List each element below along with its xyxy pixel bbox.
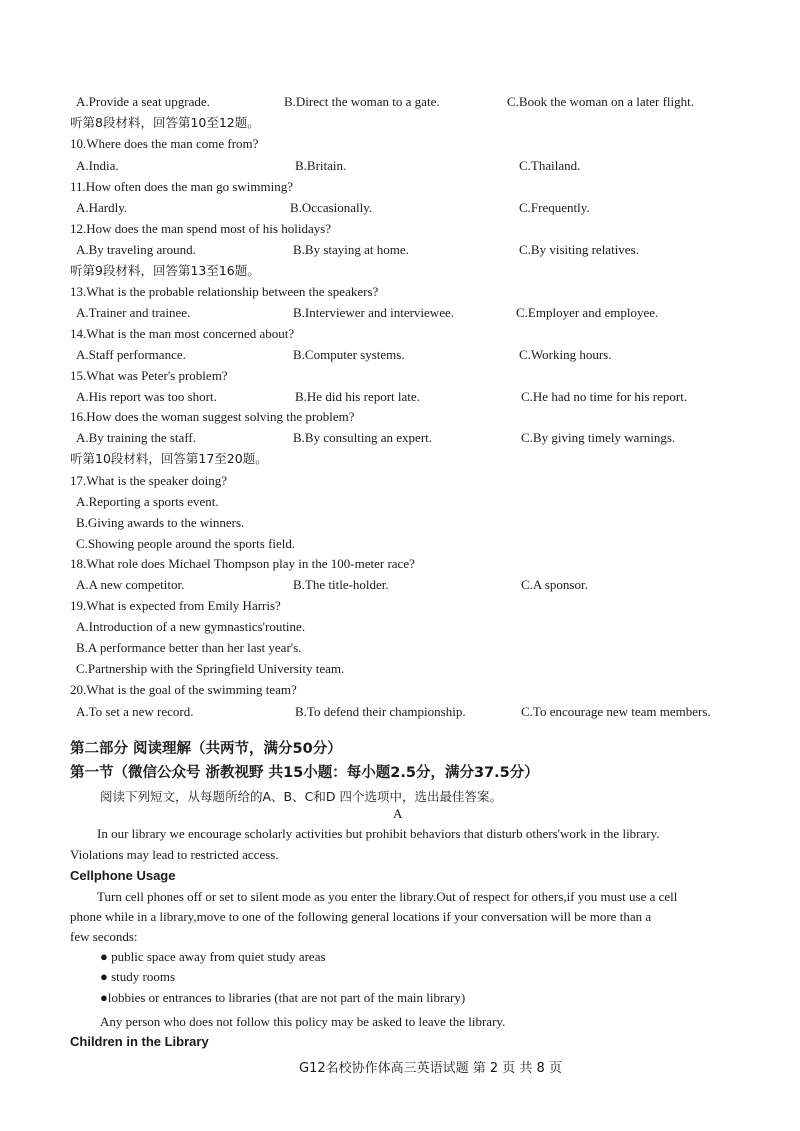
question-stem: 17.What is the speaker doing?	[70, 473, 228, 488]
option-c: C.Working hours.	[519, 347, 612, 362]
option-a: A.By traveling around.	[76, 242, 196, 257]
option-c: C.Showing people around the sports field.	[76, 536, 296, 551]
option-c: C.By visiting relatives.	[519, 242, 639, 257]
q9-option-a: A.Provide a seat upgrade.	[76, 94, 210, 109]
question-stem: 19.What is expected from Emily Harris?	[70, 598, 281, 613]
question-stem: 12.How does the man spend most of his holidays?	[70, 221, 332, 236]
option-b: B.A performance better than her last year's.	[76, 640, 302, 655]
bullet-item: ●lobbies or entrances to libraries (that are not part of the main library)	[100, 990, 466, 1005]
policy-line: Any person who does not follow this policy may be asked to leave the library.	[100, 1014, 506, 1029]
passage-intro-line: In our library we encourage scholarly activities but prohibit behaviors that disturb others'work in the library.	[97, 826, 660, 841]
option-c: C.Partnership with the Springfield University team.	[76, 661, 345, 676]
question-stem: 14.What is the man most concerned about?	[70, 326, 295, 341]
reading-instruction: 阅读下列短文，从每题所给的A、B、C和D 四个选项中，选出最佳答案。	[100, 789, 502, 804]
option-a: A.His report was too short.	[76, 389, 217, 404]
passage-intro-line: Violations may lead to restricted access.	[70, 847, 279, 862]
option-a: A.Hardly.	[76, 200, 128, 215]
option-c: C.Frequently.	[519, 200, 590, 215]
option-a: A.India.	[76, 158, 119, 173]
option-c: C.Thailand.	[519, 158, 581, 173]
option-b: B.By staying at home.	[293, 242, 409, 257]
section1-title: 第一节（微信公众号 浙教视野 共15小题：每小题2.5分，满分37.5分）	[70, 765, 539, 781]
option-a: A.Trainer and trainee.	[76, 305, 191, 320]
option-a: A.Introduction of a new gymnastics'routine.	[76, 619, 306, 634]
q9-option-c: C.Book the woman on a later flight.	[507, 94, 695, 109]
instruction-section-9: 听第9段材料，回答第13至16题。	[70, 263, 260, 278]
option-b: B.The title-holder.	[293, 577, 389, 592]
part2-title: 第二部分 阅读理解（共两节，满分50分）	[70, 741, 342, 757]
cellphone-heading: Cellphone Usage	[70, 868, 176, 883]
instruction-section-10: 听第10段材料，回答第17至20题。	[70, 451, 268, 466]
children-heading: Children in the Library	[70, 1034, 209, 1049]
page-footer: G12名校协作体高三英语试题 第 2 页 共 8 页	[299, 1061, 562, 1076]
option-b: B.Interviewer and interviewee.	[293, 305, 454, 320]
question-stem: 20.What is the goal of the swimming team?	[70, 682, 297, 697]
option-b: B.To defend their championship.	[295, 704, 466, 719]
option-b: B.By consulting an expert.	[293, 430, 433, 445]
option-b: B.He did his report late.	[295, 389, 420, 404]
cellphone-paragraph-line: phone while in a library,move to one of the following general locations if your conversation will be more than a	[70, 909, 652, 924]
option-b: B.Occasionally.	[290, 200, 373, 215]
q9-option-b: B.Direct the woman to a gate.	[284, 94, 440, 109]
question-stem: 10.Where does the man come from?	[70, 136, 259, 151]
option-c: C.A sponsor.	[521, 577, 588, 592]
cellphone-paragraph-line: few seconds:	[70, 929, 138, 944]
option-b: B.Giving awards to the winners.	[76, 515, 245, 530]
option-a: A.A new competitor.	[76, 577, 185, 592]
question-stem: 18.What role does Michael Thompson play in the 100-meter race?	[70, 556, 415, 571]
option-a: A.By training the staff.	[76, 430, 196, 445]
option-a: A.Reporting a sports event.	[76, 494, 219, 509]
option-c: C.Employer and employee.	[516, 305, 659, 320]
bullet-item: ● study rooms	[100, 969, 176, 984]
passage-label: A	[393, 806, 403, 821]
question-stem: 16.How does the woman suggest solving the problem?	[70, 409, 355, 424]
option-b: B.Britain.	[295, 158, 347, 173]
option-c: C.To encourage new team members.	[521, 704, 711, 719]
question-stem: 11.How often does the man go swimming?	[70, 179, 294, 194]
question-stem: 15.What was Peter's problem?	[70, 368, 228, 383]
option-c: C.By giving timely warnings.	[521, 430, 676, 445]
option-c: C.He had no time for his report.	[521, 389, 688, 404]
option-a: A.To set a new record.	[76, 704, 194, 719]
instruction-section-8: 听第8段材料，回答第10至12题。	[70, 115, 260, 130]
option-a: A.Staff performance.	[76, 347, 186, 362]
option-b: B.Computer systems.	[293, 347, 405, 362]
question-stem: 13.What is the probable relationship between the speakers?	[70, 284, 379, 299]
cellphone-paragraph-line: Turn cell phones off or set to silent mode as you enter the library.Out of respect for others,if you must use a cell	[97, 889, 678, 904]
bullet-item: ● public space away from quiet study areas	[100, 949, 326, 964]
